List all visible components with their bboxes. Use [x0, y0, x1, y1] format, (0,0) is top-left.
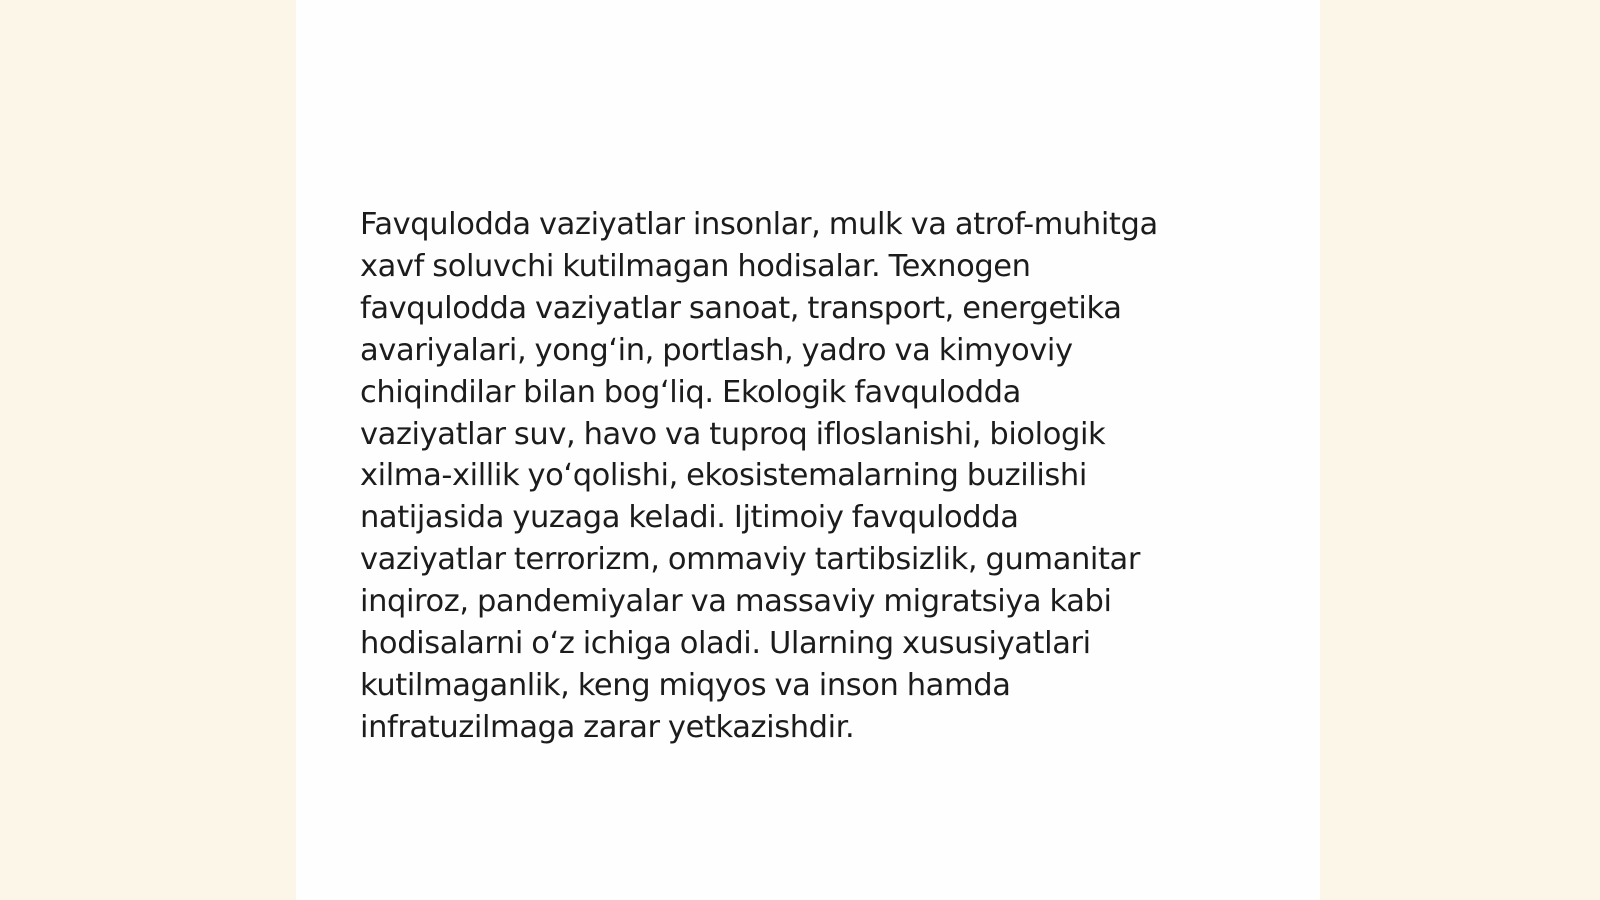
paragraph-line: xavf soluvchi kutilmagan hodisalar. Texnogen	[360, 248, 1031, 284]
paragraph-line: kutilmaganlik, keng miqyos va inson hamda	[360, 667, 1011, 703]
paragraph-line: vaziyatlar suv, havo va tuproq ifloslanishi, biologik	[360, 416, 1106, 452]
paragraph-line: chiqindilar bilan bog‘liq. Ekologik favqulodda	[360, 374, 1021, 410]
paragraph-line: Favqulodda vaziyatlar insonlar, mulk va atrof-muhitga	[360, 207, 1158, 242]
body-paragraph	[360, 204, 1260, 749]
paragraph-line: natijasida yuzaga keladi. Ijtimoiy favqulodda	[360, 500, 1019, 536]
paragraph-line: xilma-xillik yo‘qolishi, ekosistemalarning buzilishi	[360, 458, 1087, 494]
paragraph-line: hodisalarni o‘z ichiga oladi. Ularning xususiyatlari	[360, 626, 1091, 662]
content-panel	[296, 0, 1320, 900]
paragraph-line: avariyalari, yong‘in, portlash, yadro va kimyoviy	[360, 332, 1073, 368]
paragraph-line: inqiroz, pandemiyalar va massaviy migratsiya kabi	[360, 584, 1112, 620]
paragraph-line: infratuzilmaga zarar yetkazishdir.	[360, 709, 855, 745]
paragraph-line: vaziyatlar terrorizm, ommaviy tartibsizlik, gumanitar	[360, 542, 1140, 578]
paragraph-line: favqulodda vaziyatlar sanoat, transport, energetika	[360, 290, 1122, 326]
